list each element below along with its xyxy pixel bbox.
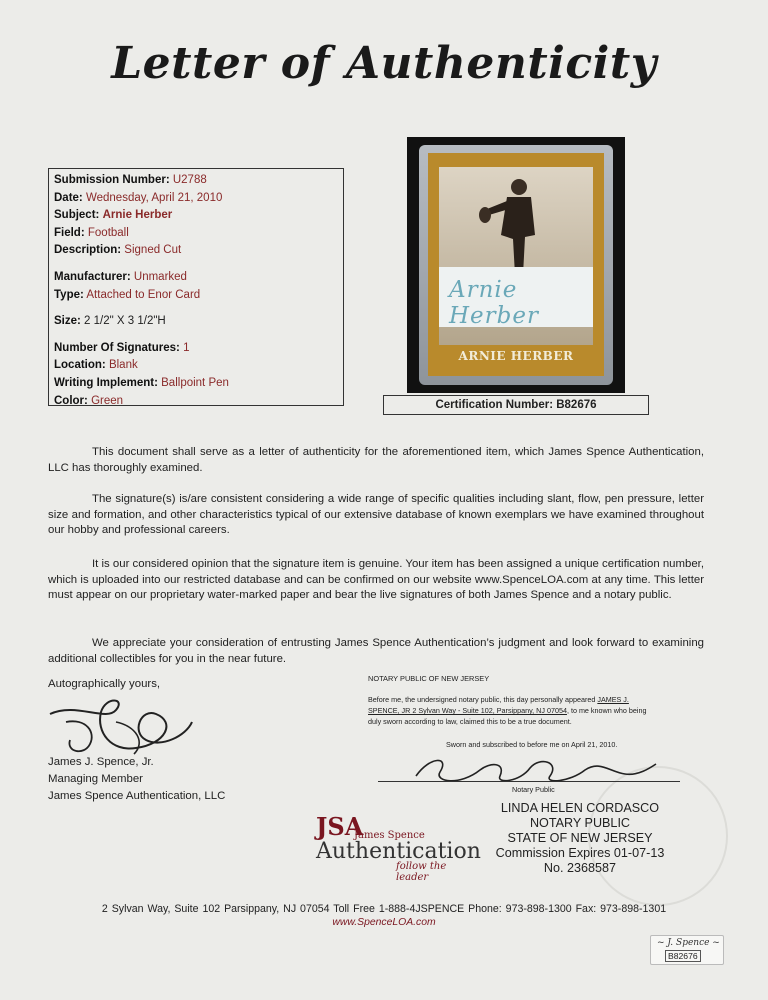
info-row: Subject: Arnie Herber [54, 209, 173, 222]
card-photo [407, 137, 625, 393]
letter-paragraph: The signature(s) is/are consistent considering a wide range of specific qualities including slant, flow, pen pressure, letter size and formation, and other characteristics typical of our extensive database of known exemplars we have examined throughout our hobby and professional careers. [48, 493, 704, 537]
info-row: Number Of Signatures: 1 [54, 341, 190, 354]
sworn-statement: Sworn and subscribed to before me on April 21, 2010. [446, 740, 618, 749]
certification-number: B82676 [556, 399, 597, 411]
footer-address: 2 Sylvan Way, Suite 102 Parsippany, NJ 07054 Toll Free 1-888-4JSPENCE Phone: 973-898-1300 Fax: 973-898-1301 [101, 903, 667, 915]
notary-stamp: LINDA HELEN CORDASCO NOTARY PUBLIC STATE OF NEW JERSEY Commission Expires 01-07-13 No. 2368587 [495, 801, 665, 875]
info-row: Submission Number: U2788 [54, 174, 207, 186]
jsa-mark: JSA [316, 812, 364, 841]
notary-signature [410, 752, 660, 788]
letter-paragraph: This document shall serve as a letter of authenticity for the aforementioned item, which James Spence Authentication, LLC has thoroughly examined. [48, 446, 704, 474]
jsa-wordmark: Authentication [316, 839, 481, 864]
certification-number-box: Certification Number: B82676 [383, 395, 649, 415]
james-spence-signature [46, 692, 196, 760]
signer-company: James Spence Authentication, LLC [48, 790, 226, 803]
card-player-name: ARNIE HERBER [458, 349, 574, 363]
signer-name: James J. Spence, Jr. [48, 756, 154, 768]
closing-line: Autographically yours, [48, 678, 161, 690]
jsa-subtitle: James Spence [354, 830, 425, 841]
submission-info-box [48, 168, 344, 406]
card-autograph: Arnie Herber [449, 277, 539, 329]
signature-cut [439, 267, 593, 327]
signer-title: Managing Member [48, 773, 143, 786]
notary-signature-line [378, 781, 680, 782]
notary-statement: Before me, the undersigned notary public, this day personally appeared JAMES J. SPENCE, JR 2 Sylvan Way - Suite 102, Parsippany, NJ 07054, to me known who being duly sworn according to law, claimed this to be a true document. [368, 695, 647, 726]
notary-line-label: Notary Public [512, 785, 555, 794]
info-row: Manufacturer: Unmarked [54, 270, 187, 283]
info-row: Size: 2 1/2" X 3 1/2"H [54, 315, 166, 328]
info-row: Date: Wednesday, April 21, 2010 [54, 191, 223, 204]
info-row: Writing Implement: Ballpoint Pen [54, 376, 229, 389]
sticker-signature-icon: ~ J. Spence ~ [657, 938, 720, 948]
sticker-number: B82676 [665, 950, 701, 962]
info-row: Type: Attached to Enor Card [54, 288, 201, 301]
page-title: Letter of Authenticity [111, 38, 657, 89]
info-row: Field: Football [54, 226, 129, 239]
jsa-tagline: follow the leader [396, 861, 447, 883]
signer-block [48, 754, 225, 806]
info-row: Color: Green [54, 394, 124, 407]
info-row: Location: Blank [54, 359, 138, 372]
info-row: Description: Signed Cut [54, 244, 182, 257]
jsa-logo [316, 812, 481, 883]
card-slab [419, 145, 613, 385]
footer-website: www.SpenceLOA.com [332, 917, 436, 928]
notary-heading: NOTARY PUBLIC OF NEW JERSEY [368, 674, 490, 683]
card-border [428, 153, 604, 376]
authentication-sticker [650, 935, 724, 965]
player-photo [439, 167, 593, 345]
letter-paragraph: It is our considered opinion that the signature item is genuine. Your item has been assigned a unique certification number, which is uploaded into our restricted database and can be confirmed on our website www.SpenceLOA.com at any time. This letter must appear on our proprietary water-marked paper and bear the live signatures of both James Spence and a notary public. [48, 558, 704, 602]
letter-paragraph: We appreciate your consideration of entrusting James Spence Authentication’s judgment and look forward to examining additional collectibles for you in the near future. [48, 637, 704, 665]
